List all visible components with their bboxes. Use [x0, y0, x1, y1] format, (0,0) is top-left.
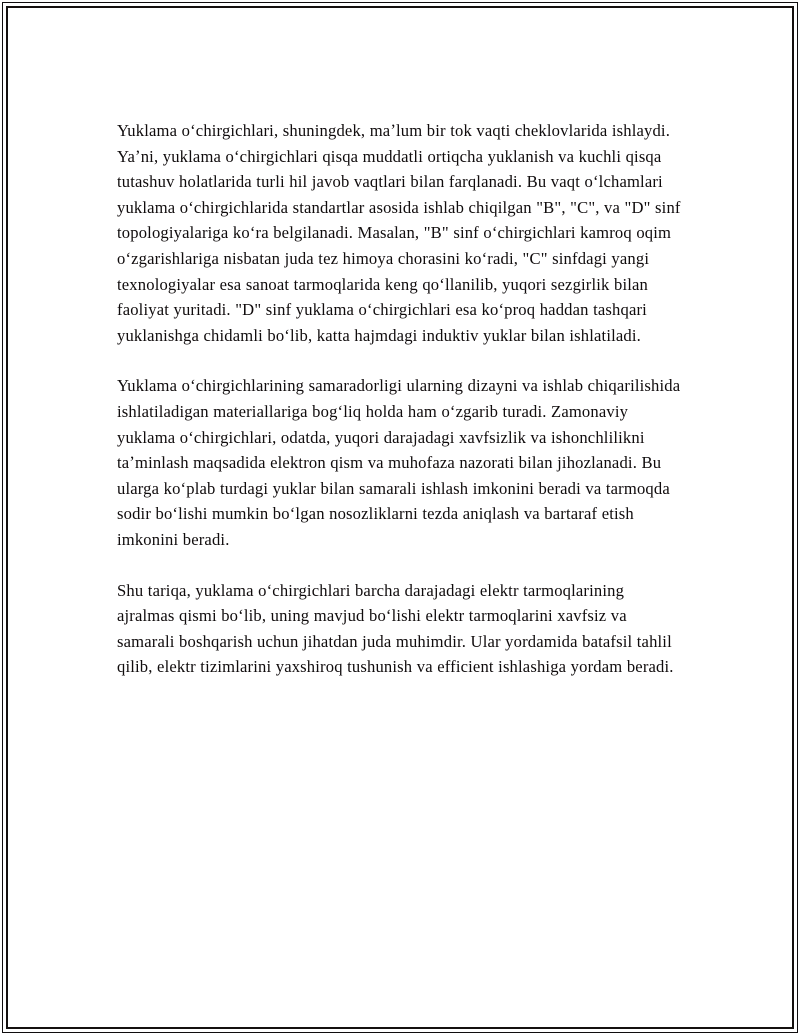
paragraph-3: Shu tariqa, yuklama oʻchirgichlari barcha darajadagi elektr tarmoqlarining ajralmas qismi boʻlib, uning mavjud boʻlishi elektr tarmoqlarini xavfsiz va samarali boshqarish uchun jihatdan juda muhimdir. Ular yordamida batafsil tahlil qilib, elektr tizimlarini yaxshiroq tushunish va efficient ishlashiga yordam beradi. — [117, 580, 674, 677]
document-body — [117, 118, 684, 680]
paragraph-1: Yuklama oʻchirgichlari, shuningdek, maʼlum bir tok vaqti cheklovlarida ishlaydi. Yaʼni, yuklama oʻchirgichlari qisqa muddatli ortiqcha yuklanish va kuchli qisqa tutashuv holatlarida turli hil javob vaqtlari bilan farqlanadi. Bu vaqt oʻlchamlari yuklama oʻchirgichlarida standartlar asosida ishlab chiqilgan "B", "C", va "D" sinf topologiyalariga koʻra belgilanadi. Masalan, "B" sinf oʻchirgichlari kamroq oqim oʻzgarishlariga nisbatan juda tez himoya chorasini koʻradi, "C" sinfdagi yangi texnologiyalar esa sanoat tarmoqlarida keng qoʻllanilib, yuqori sezgirlik bilan faoliyat yuritadi. "D" sinf yuklama oʻchirgichlari esa koʻproq haddan tashqari yuklanishga chidamli boʻlib, katta hajmdagi induktiv yuklar bilan ishlatiladi. — [117, 121, 681, 345]
paragraph-2: Yuklama oʻchirgichlarining samaradorligi ularning dizayni va ishlab chiqarilishida ishlatiladigan materiallariga bogʻliq holda ham oʻzgarib turadi. Zamonaviy yuklama oʻchirgichlari, odatda, yuqori darajadagi xavfsizlik va ishonchlilikni taʼminlash maqsadida elektron qism va muhofaza nazorati bilan jihozlanadi. Bu ularga koʻplab turdagi yuklar bilan samarali ishlash imkonini beradi va tarmoqda sodir boʻlishi mumkin boʻlgan nosozliklarni tezda aniqlash va bartaraf etish imkonini beradi. — [117, 376, 681, 549]
